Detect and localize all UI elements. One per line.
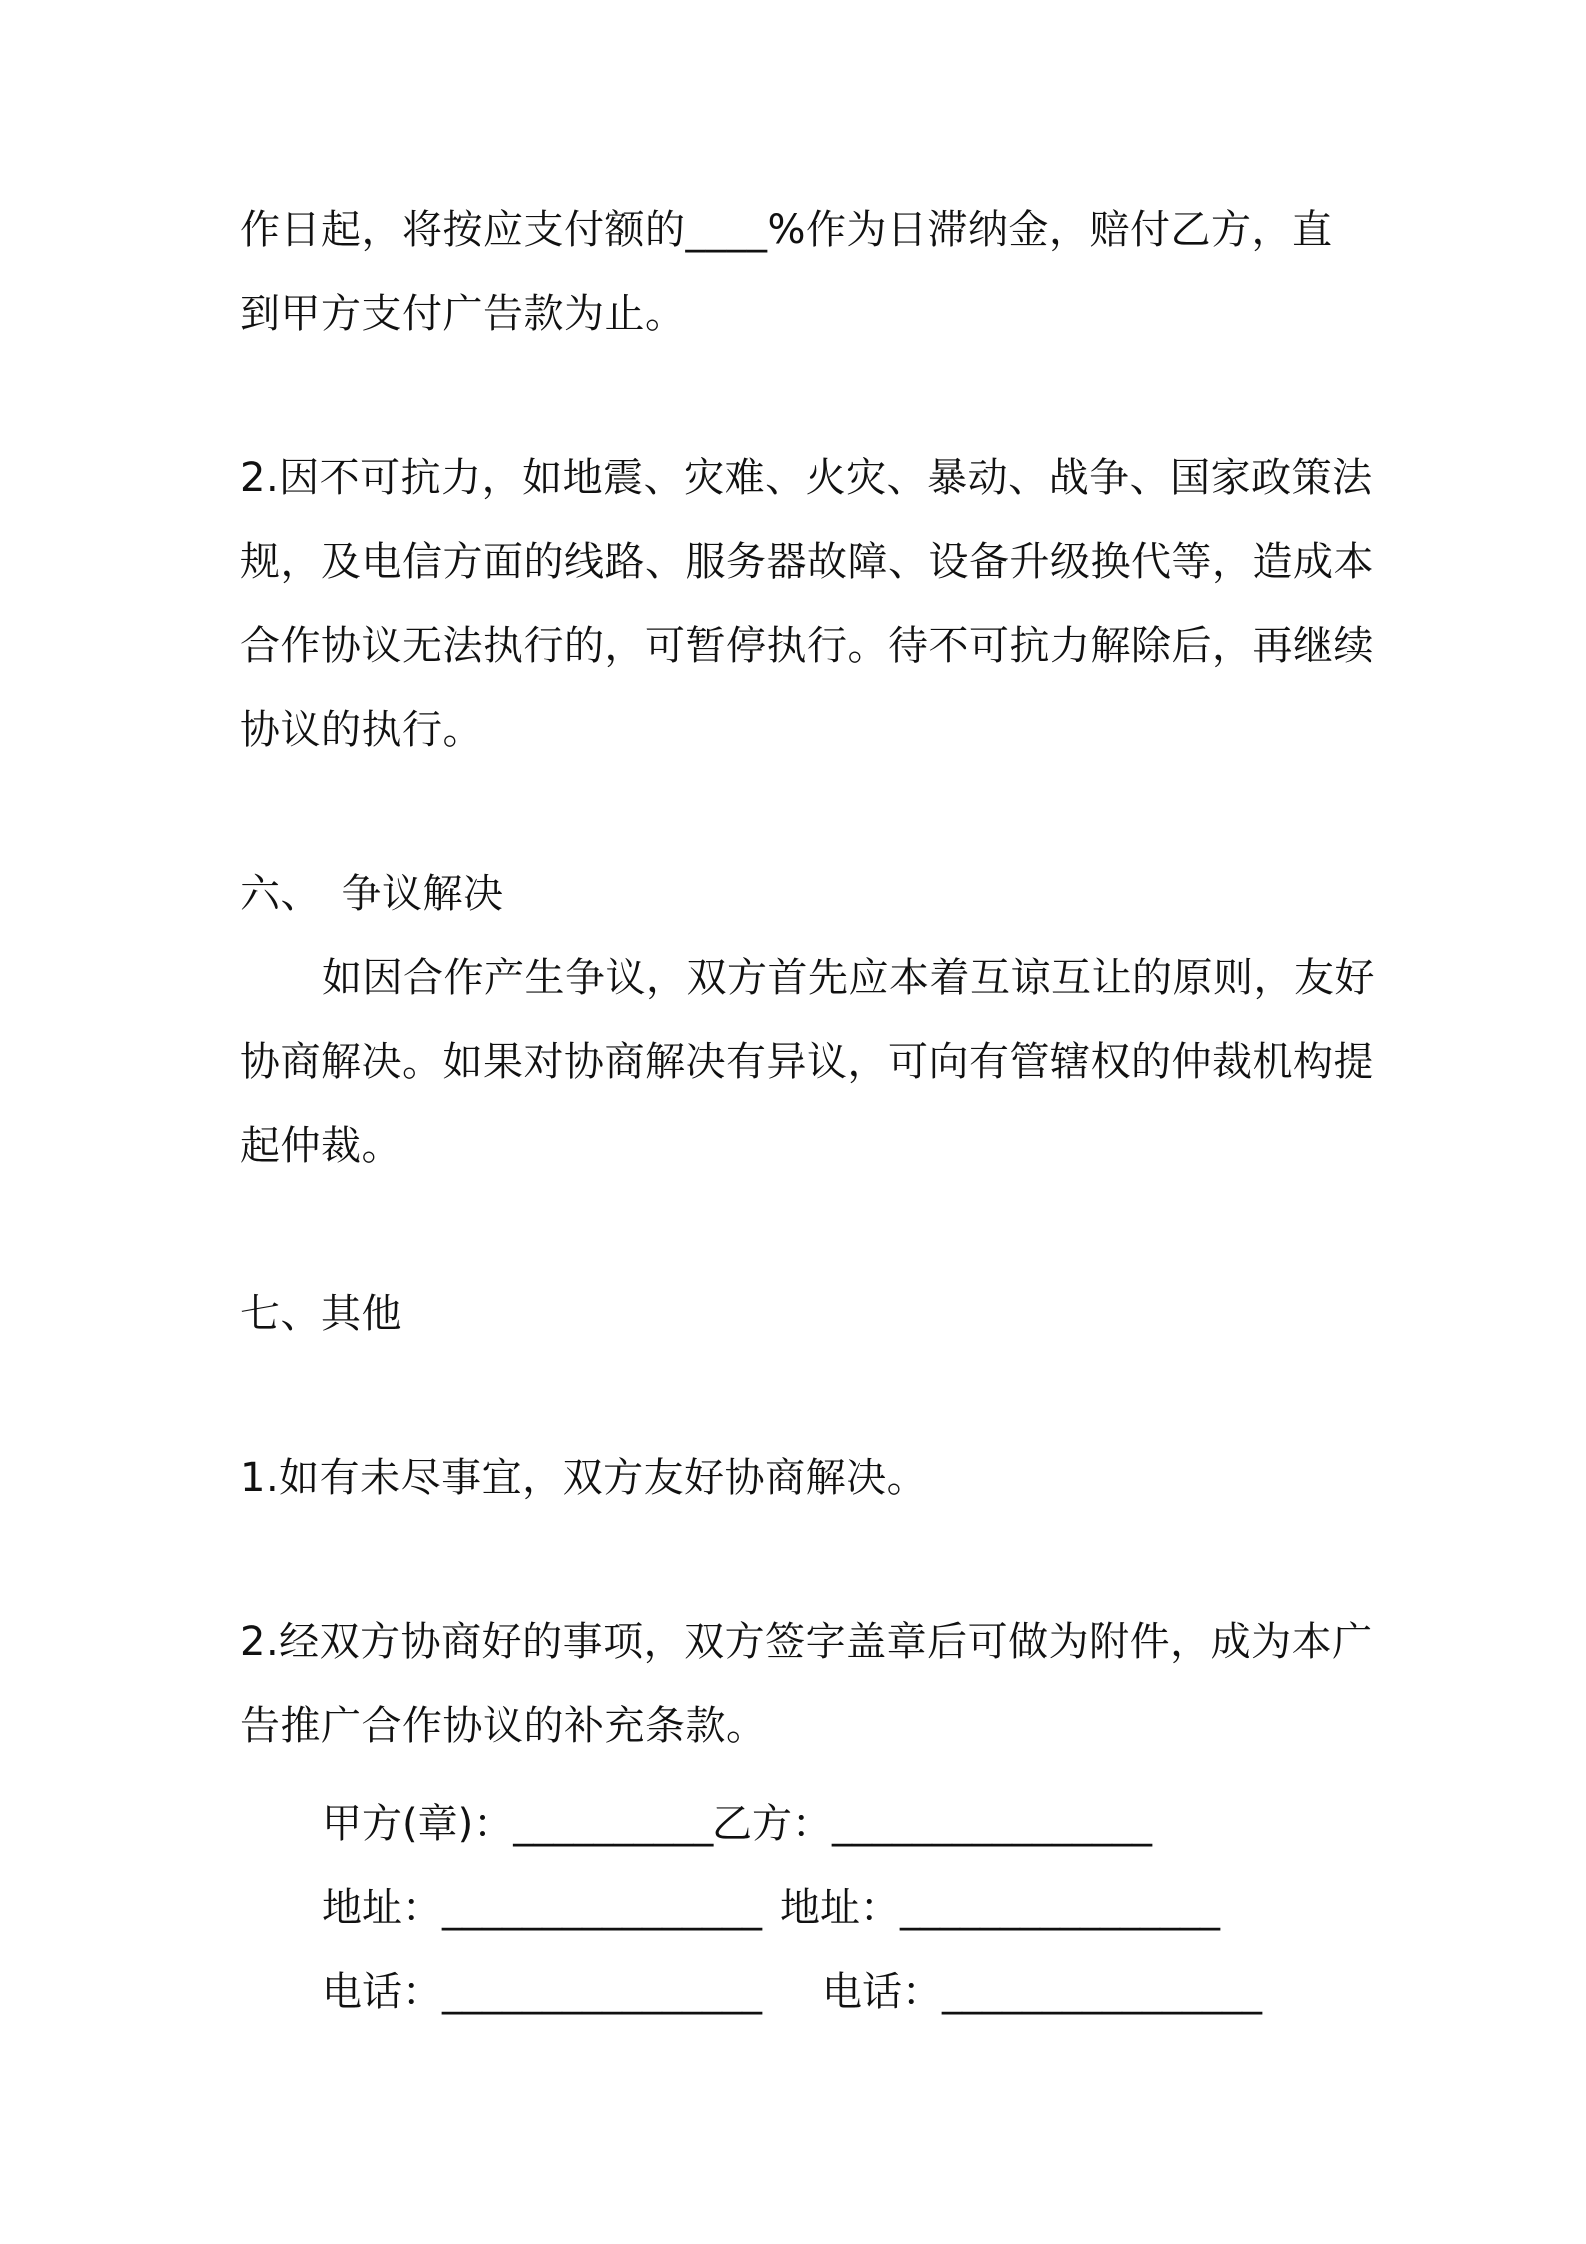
party-b-address-field: 地址：________________ <box>780 1885 1220 1931</box>
paragraph-line: 2.经双方协商好的事项，双方签字盖章后可做为附件，成为本广 <box>240 1619 1373 1665</box>
party-b-phone-field: 电话：________________ <box>822 1969 1262 2015</box>
paragraph-line: 告推广合作协议的补充条款。 <box>240 1703 767 1749</box>
paragraph-line: 协议的执行。 <box>240 707 483 753</box>
party-a-phone-field: 电话：________________ <box>322 1969 762 2015</box>
paragraph-line: 2.因不可抗力，如地震、灾难、火灾、暴动、战争、国家政策法 <box>240 455 1373 501</box>
paragraph-line: 到甲方支付广告款为止。 <box>240 291 686 337</box>
party-a-address-field: 地址：________________ <box>322 1885 762 1931</box>
section-heading: 六、 争议解决 <box>240 871 504 917</box>
party-a-seal-field: 甲方(章)：__________ <box>322 1801 714 1847</box>
paragraph-line: 合作协议无法执行的，可暂停执行。待不可抗力解除后，再继续 <box>240 623 1374 669</box>
paragraph-line: 作日起，将按应支付额的____%作为日滞纳金，赔付乙方，直 <box>240 207 1333 253</box>
paragraph-line: 规，及电信方面的线路、服务器故障、设备升级换代等，造成本 <box>240 539 1374 585</box>
paragraph-line: 1.如有未尽事宜，双方友好协商解决。 <box>240 1455 928 1501</box>
party-b-field: 乙方：________________ <box>712 1801 1152 1847</box>
paragraph-line: 协商解决。如果对协商解决有异议，可向有管辖权的仲裁机构提 <box>240 1039 1374 1085</box>
paragraph-line: 起仲裁。 <box>240 1123 402 1169</box>
paragraph-line: 如因合作产生争议，双方首先应本着互谅互让的原则，友好 <box>322 955 1375 1001</box>
section-heading: 七、其他 <box>240 1291 402 1337</box>
